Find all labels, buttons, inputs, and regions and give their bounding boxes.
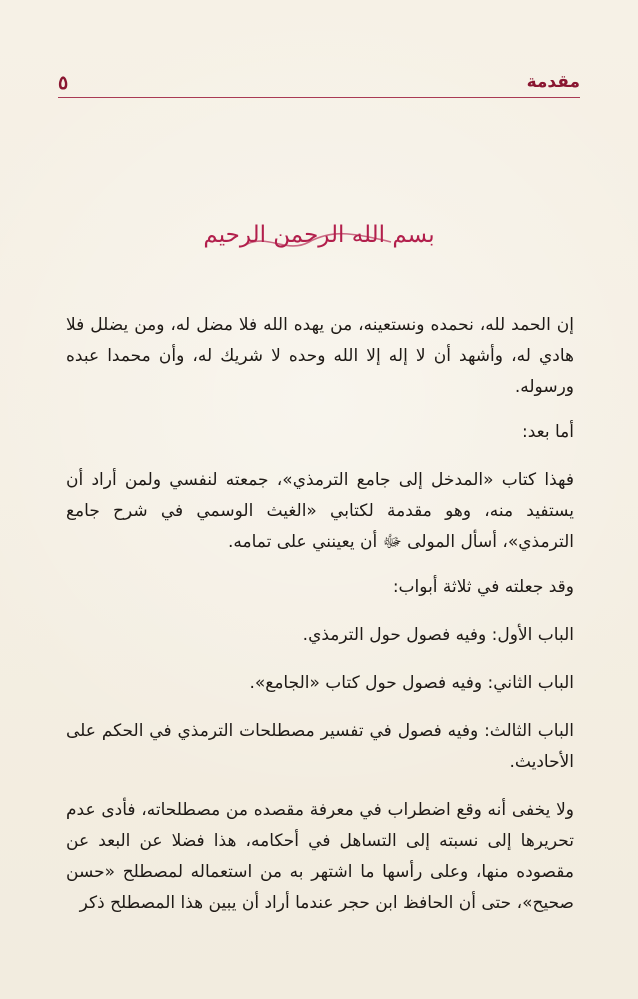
running-head: مقدمة xyxy=(526,72,580,92)
basmala-calligraphy xyxy=(203,212,435,260)
transition-line: أما بعد: xyxy=(522,422,574,442)
chapter-two: الباب الثاني: وفيه فصول حول كتاب «الجامع». xyxy=(249,673,574,693)
chapter-three: الباب الثالث: وفيه فصول في تفسير مصطلحات الترمذي في الحكم على الأحاديث. xyxy=(66,721,574,772)
chapter-list xyxy=(66,620,574,778)
header-rule xyxy=(58,97,580,98)
page-number: ٥ xyxy=(58,72,69,94)
explanatory-paragraph: ولا يخفى أنه وقع اضطراب في معرفة مقصده من مصطلحاته، فأدى عدم تحريرها إلى نسبته إلى التساهل في أحكامه، هذا فضلا عن البعد عن مقصوده منها، وعلى رأسها ما اشتهر به من استعماله لمصطلح «حسن صحيح»، حتى أن الحافظ ابن حجر عندما أراد أن يبين هذا المصطلح ذكر xyxy=(66,800,574,913)
basmala-text: بسم الله الرحمن الرحيم xyxy=(203,222,435,248)
basmala-ornament xyxy=(0,212,638,260)
book-introduction-paragraph: فهذا كتاب «المدخل إلى جامع الترمذي»، جمعته لنفسي ولمن أراد أن يستفيد منه، وهو مقدمة لكتابي «الغيث الوسمي في شرح جامع الترمذي»، أسأل المولى ﷻ أن يعينني على تمامه. xyxy=(66,470,574,552)
main-text xyxy=(66,310,574,933)
opening-paragraph: إن الحمد لله، نحمده ونستعينه، من يهده الله فلا مضل له، ومن يضلل فلا هادي له، وأشهد أن لا إله إلا الله وحده لا شريك له، وأن محمدا عبده ورسوله. xyxy=(66,315,574,397)
chapters-intro: وقد جعلته في ثلاثة أبواب: xyxy=(392,577,574,597)
chapter-one: الباب الأول: وفيه فصول حول الترمذي. xyxy=(302,625,574,645)
page-header xyxy=(58,66,580,102)
